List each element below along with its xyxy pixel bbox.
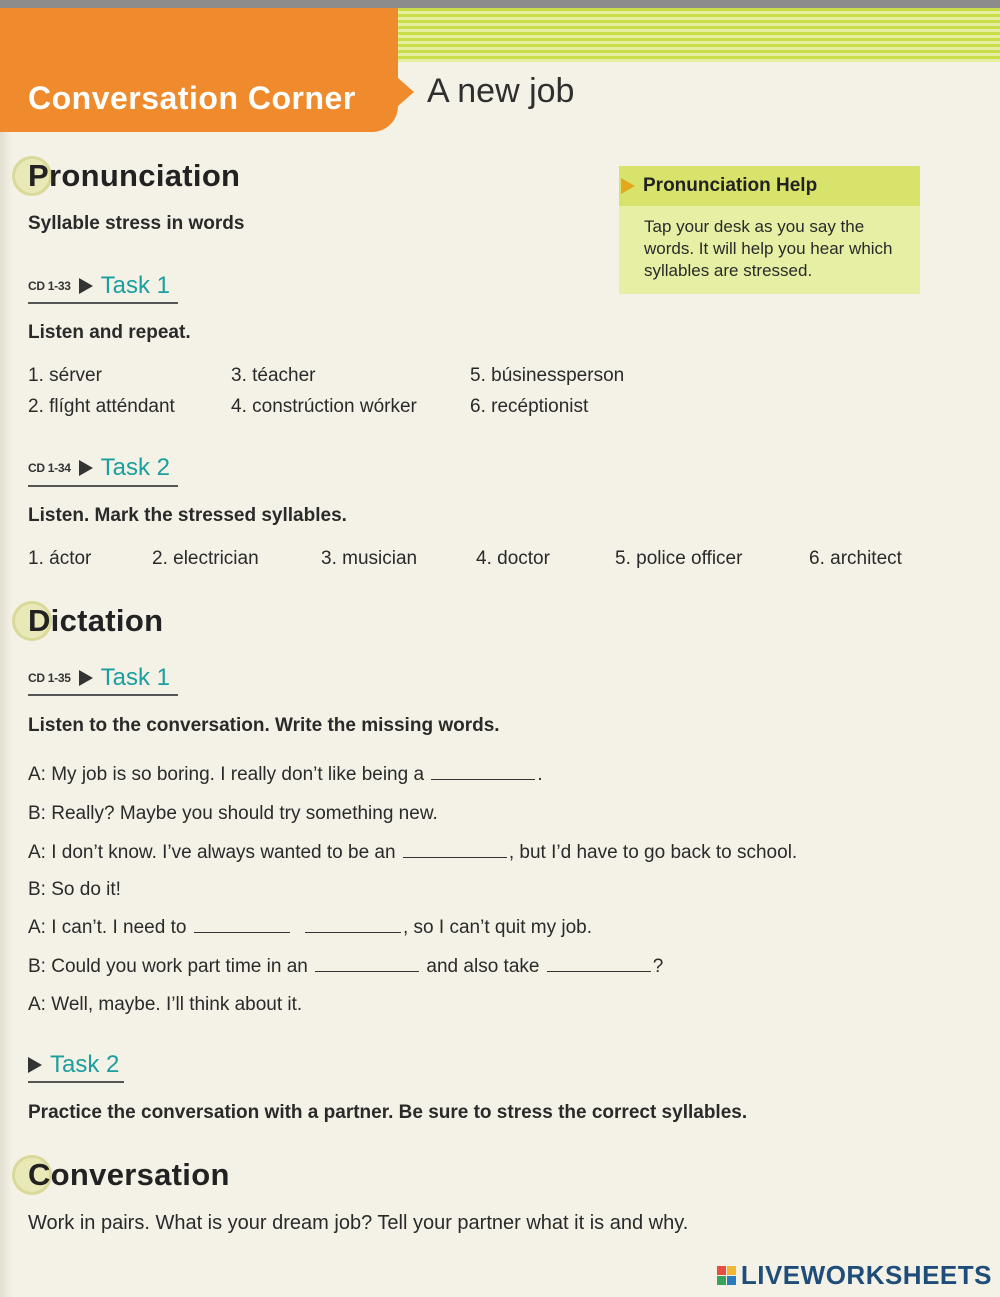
- page-edge-shadow: [0, 132, 12, 1297]
- pronunciation-title: Pronunciation: [28, 158, 241, 193]
- word-item: 6. recéptionist: [470, 396, 589, 417]
- pronunciation-help-box: [619, 166, 920, 294]
- word-item: 2. flíght atténdant: [28, 396, 175, 417]
- answer-blank[interactable]: [403, 856, 507, 858]
- answer-blank[interactable]: [315, 970, 419, 972]
- answer-blank[interactable]: [547, 970, 651, 972]
- task-label: Task 1: [100, 664, 170, 691]
- play-arrow-icon: [79, 278, 93, 294]
- dialogue-line: A: Well, maybe. I’ll think about it.: [28, 994, 303, 1015]
- pron-task2-instruction: Listen. Mark the stressed syllables.: [28, 505, 347, 526]
- dialogue-line: [28, 956, 663, 978]
- word-item[interactable]: 2. electrician: [152, 548, 259, 569]
- word-item: 5. búsinessperson: [470, 365, 625, 386]
- help-box-body: Tap your desk as you say the words. It will help you hear which syllables are stressed.: [644, 217, 893, 280]
- dialogue-line: [28, 917, 592, 939]
- dialogue-text: ?: [652, 956, 664, 977]
- word-item[interactable]: 3. musician: [321, 548, 418, 569]
- answer-blank[interactable]: [431, 778, 535, 780]
- task-underline: [28, 302, 178, 304]
- banner-arrow-icon: [398, 78, 414, 106]
- word-item: 1. sérver: [28, 365, 102, 386]
- dict-task2-instruction: Practice the conversation with a partner. Be sure to stress the correct syllables.: [28, 1102, 748, 1123]
- banner-title: Conversation Corner: [28, 80, 356, 116]
- top-border: [0, 0, 1000, 8]
- dialogue-text: A: My job is so boring. I really don’t like being a: [28, 764, 425, 785]
- word-item[interactable]: 5. police officer: [615, 548, 743, 569]
- task-label: Task 1: [100, 272, 170, 299]
- dialogue-line: B: Really? Maybe you should try something new.: [28, 803, 438, 824]
- play-arrow-icon: [28, 1057, 42, 1073]
- help-box-header: [619, 166, 920, 206]
- word-item[interactable]: 1. áctor: [28, 548, 92, 569]
- task-underline: [28, 694, 178, 696]
- word-item[interactable]: 6. architect: [809, 548, 902, 569]
- play-arrow-icon: [79, 460, 93, 476]
- page-subtitle: A new job: [427, 72, 575, 110]
- task-underline: [28, 1081, 124, 1083]
- pron-task1-instruction: Listen and repeat.: [28, 322, 191, 343]
- task-label: Task 2: [100, 454, 170, 481]
- play-arrow-icon: [79, 670, 93, 686]
- dictation-title: Dictation: [28, 603, 164, 638]
- help-arrow-icon: [621, 178, 635, 194]
- dialogue-line: [28, 842, 797, 864]
- answer-blank[interactable]: [305, 931, 401, 933]
- pron-task1-header: [28, 268, 170, 304]
- task-underline: [28, 485, 178, 487]
- conversation-title: Conversation: [28, 1157, 230, 1192]
- cd-track-code: CD 1-34: [28, 461, 71, 475]
- dialogue-line: B: So do it!: [28, 879, 121, 900]
- word-item: 4. constrúction wórker: [231, 396, 417, 417]
- header-stripes: [398, 8, 1000, 62]
- answer-blank[interactable]: [194, 931, 290, 933]
- conversation-instruction: Work in pairs. What is your dream job? Tell your partner what it is and why.: [28, 1212, 689, 1234]
- dialogue-text: A: I don’t know. I’ve always wanted to be an: [28, 842, 396, 863]
- cd-track-code: CD 1-33: [28, 279, 71, 293]
- dict-task2-header: [28, 1047, 119, 1083]
- pronunciation-subtitle: Syllable stress in words: [28, 213, 245, 234]
- pron-task2-header: [28, 450, 170, 486]
- title-banner: [0, 8, 398, 132]
- dialogue-line: [28, 764, 543, 786]
- help-box-title: Pronunciation Help: [643, 175, 818, 196]
- watermark-text: LIVEWORKSHEETS: [740, 1260, 992, 1290]
- dict-task1-instruction: Listen to the conversation. Write the missing words.: [28, 715, 500, 736]
- dialogue-text: .: [537, 764, 543, 785]
- dialogue-text: , but I’d have to go back to school.: [508, 842, 798, 863]
- dialogue-text: , so I can’t quit my job.: [403, 917, 593, 938]
- dict-task1-header: [28, 660, 170, 696]
- cd-track-code: CD 1-35: [28, 671, 71, 685]
- word-item[interactable]: 4. doctor: [476, 548, 550, 569]
- liveworksheets-watermark: [717, 1260, 992, 1291]
- dialogue-text: and also take: [426, 956, 540, 977]
- task-label: Task 2: [50, 1051, 120, 1078]
- liveworksheets-logo-icon: [717, 1266, 737, 1286]
- dialogue-text: A: I can’t. I need to: [28, 917, 187, 938]
- dialogue-text: B: Could you work part time in an: [28, 956, 308, 977]
- word-item: 3. téacher: [231, 365, 316, 386]
